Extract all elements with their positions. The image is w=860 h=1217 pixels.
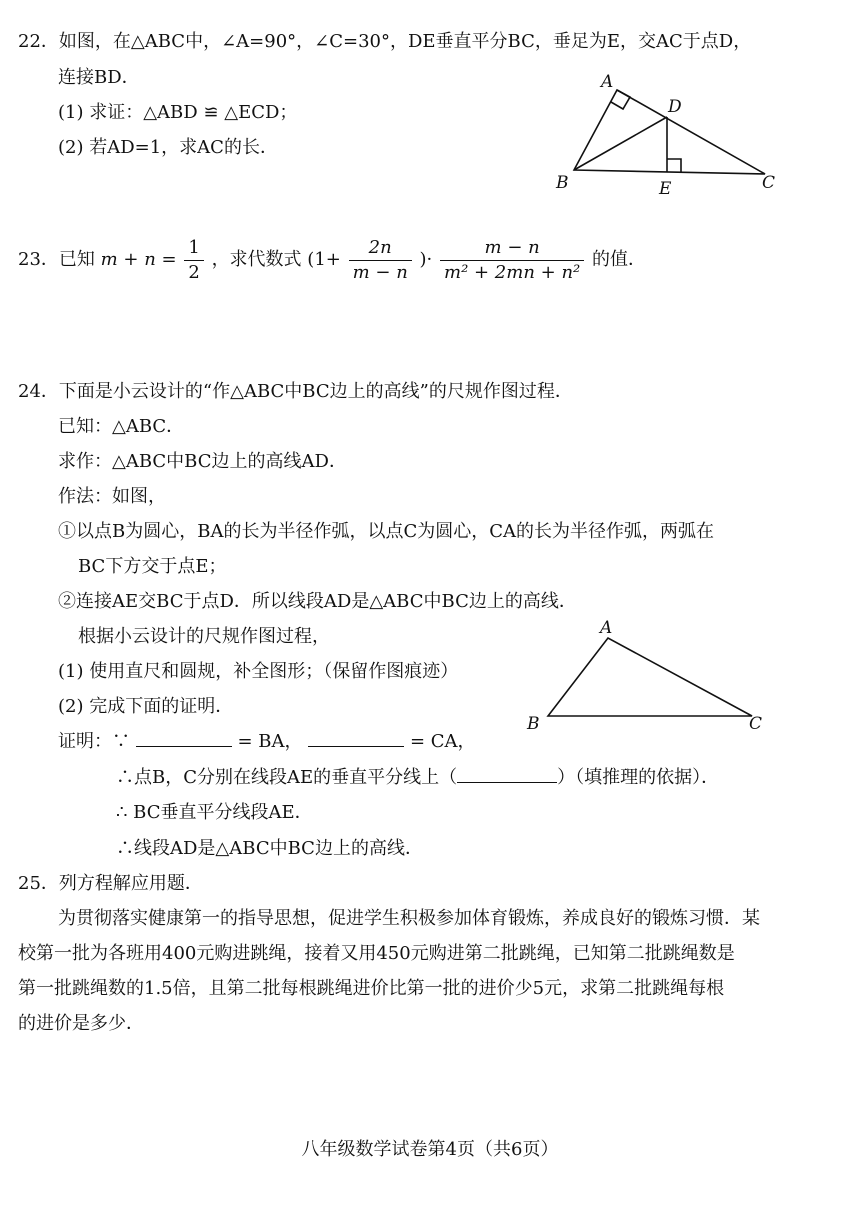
q23-prefix: 23．已知 — [18, 249, 95, 270]
q23-half-den: 2 — [188, 261, 200, 283]
q24-label-a: A — [600, 618, 613, 638]
page-footer: 八年级数学试卷第4页（共6页） — [301, 1139, 559, 1160]
q22-line2: 连接BD． — [58, 67, 140, 88]
q24-known: 已知：△ABC． — [58, 416, 185, 437]
q23-frac2-den: m² + 2mn + n² — [444, 261, 581, 283]
q24-step1b: BC下方交于点E； — [78, 556, 227, 577]
q24-blank-1[interactable] — [136, 730, 232, 747]
q25-p4: 的进价是多少． — [18, 1013, 144, 1034]
q23-frac1-num: 2n — [349, 236, 412, 261]
q24-eq-ba: = BA， — [237, 731, 303, 752]
q25-p1: 为贯彻落实健康第一的指导思想，促进学生积极参加体育锻炼，养成良好的锻炼习惯．某 — [58, 908, 760, 929]
q22-right-angle-e — [667, 159, 681, 172]
q24-method: 作法：如图， — [58, 486, 166, 507]
q24-therefore1-pre: ∴点B，C分别在线段AE的垂直平分线上（ — [116, 767, 458, 788]
q24-triangle-abc — [548, 638, 752, 716]
q24-title: 24．下面是小云设计的“作△ABC中BC边上的高线”的尺规作图过程． — [18, 381, 573, 402]
q24-therefore1-post: ）（填推理的依据）． — [557, 767, 720, 788]
q24-construct: 求作：△ABC中BC边上的高线AD． — [58, 451, 347, 472]
q23-fraction2 — [440, 236, 584, 285]
q23-one-plus: (1+ — [307, 249, 341, 270]
q22-label-d: D — [668, 97, 682, 117]
q22-label-e: E — [659, 179, 672, 199]
q24-therefore1 — [116, 766, 719, 790]
q24-figure — [515, 615, 775, 740]
q24-step1a: ①以点B为圆心，BA的长为半径作弧，以点C为圆心，CA的长为半径作弧，两弧在 — [58, 521, 714, 542]
q25-title: 25．列方程解应用题． — [18, 873, 203, 894]
q24-label-b: B — [527, 714, 540, 734]
q23-mid: ，求代数式 — [211, 249, 302, 270]
q23-frac1-den: m − n — [352, 261, 408, 283]
q24-therefore3: ∴线段AD是△ABC中BC边上的高线． — [116, 838, 423, 859]
q22-label-a: A — [601, 72, 614, 92]
q22-part2: (2) 若AD=1，求AC的长． — [58, 137, 278, 158]
q23-m-plus-n: m + n = — [100, 249, 177, 270]
q22-part1: (1) 求证：△ABD ≌ △ECD； — [58, 102, 298, 123]
q22-label-b: B — [556, 173, 569, 193]
q23-frac2-num: m − n — [440, 236, 584, 261]
q24-blank-2[interactable] — [308, 730, 404, 747]
q24-part1: (1) 使用直尺和圆规，补全图形；（保留作图痕迹） — [58, 661, 459, 682]
q23-half-num: 1 — [184, 236, 203, 261]
q24-proof-label: 证明：∵ — [58, 731, 130, 752]
q24-therefore2: ∴ BC垂直平分线段AE． — [116, 802, 313, 823]
q24-blank-3[interactable] — [457, 766, 557, 783]
q23-close-dot: )· — [419, 249, 433, 270]
q23-line — [18, 234, 646, 286]
q24-part2: (2) 完成下面的证明． — [58, 696, 234, 717]
q24-label-c: C — [749, 714, 763, 734]
q22-figure — [540, 70, 800, 200]
q22-label-c: C — [762, 173, 776, 193]
q23-fraction1 — [349, 236, 412, 285]
q25-p2: 校第一批为各班用400元购进跳绳，接着又用450元购进第二批跳绳，已知第二批跳绳数是 — [18, 943, 735, 964]
q25-p3: 第一批跳绳数的1.5倍，且第二批每根跳绳进价比第一批的进价少5元，求第二批跳绳每根 — [18, 978, 725, 999]
q24-eq-ca: = CA， — [409, 731, 476, 752]
q24-intro: 根据小云设计的尺规作图过程， — [78, 626, 330, 647]
q24-proof-line — [58, 730, 476, 754]
q22-line1: 22．如图，在△ABC中，∠A=90°，∠C=30°，DE垂直平分BC，垂足为E，交AC于点D， — [18, 31, 752, 52]
q23-half-fraction — [184, 236, 203, 285]
q24-step2: ②连接AE交BC于点D．所以线段AD是△ABC中BC边上的高线． — [58, 591, 577, 612]
q23-suffix: 的值． — [592, 249, 646, 270]
